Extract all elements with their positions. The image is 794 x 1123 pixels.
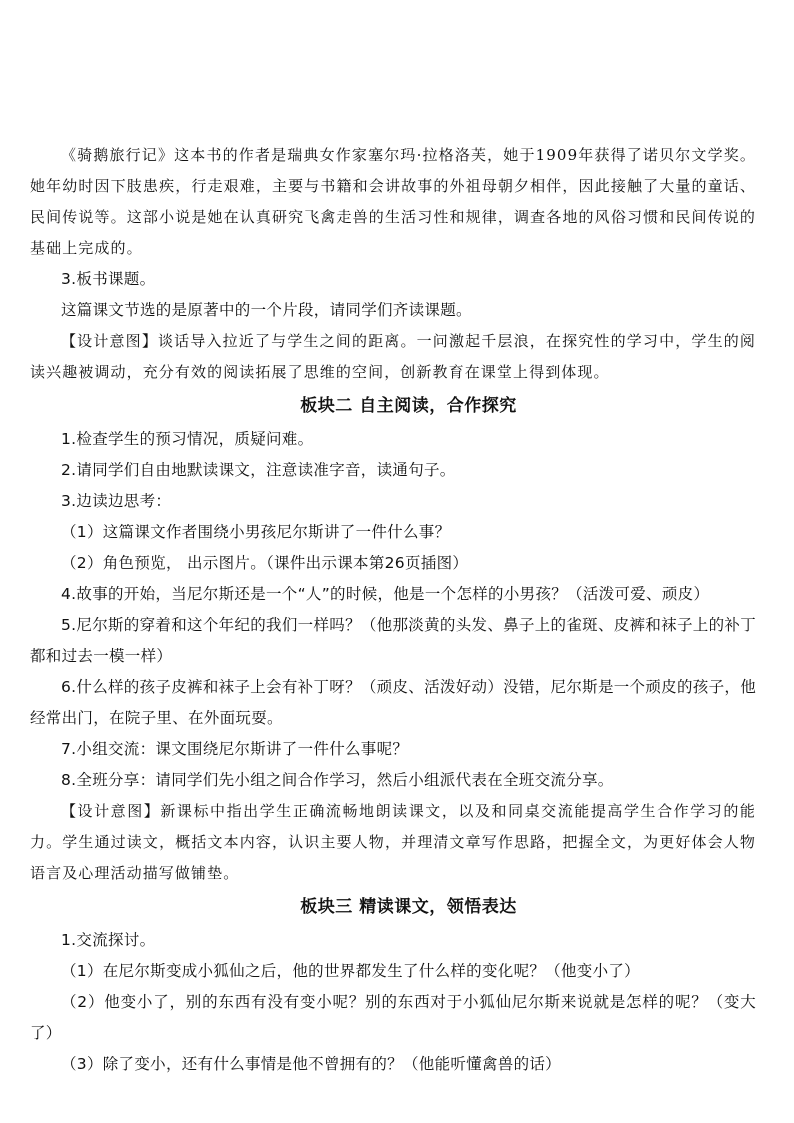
section-2-item-6: 6.什么样的孩子皮裤和袜子上会有补丁呀？（顽皮、活泼好动）没错，尼尔斯是一个顽皮的孩子，他经常出门，在院子里、在外面玩耍。 <box>30 678 756 727</box>
section-2-item-2: 2.请同学们自由地默读课文，注意读准字音，读通句子。 <box>61 461 456 479</box>
document-body <box>30 140 756 1080</box>
paragraph-author-intro: 《骑鹅旅行记》这本书的作者是瑞典女作家塞尔玛·拉格洛芙，她于1909年获得了诺贝尔文学奖。她年幼时因下肢患疾，行走艰难，主要与书籍和会讲故事的外祖母朝夕相伴，因此接触了大量的童话、民间传说等。这部小说是她在认真研究飞禽走兽的生活习性和规律，调查各地的风俗习惯和民间传说的基础上完成的。 <box>30 146 756 257</box>
section-title-2: 板块二 自主阅读，合作探究 <box>300 396 517 416</box>
paragraph-read-title: 这篇课文节选的是原著中的一个片段，请同学们齐读课题。 <box>61 301 472 319</box>
section-2-item-3-2: （2）角色预览， 出示图片。（课件出示课本第26页插图） <box>61 554 469 572</box>
section-3-item-1-1: （1）在尼尔斯变成小狐仙之后，他的世界都发生了什么样的变化呢？（他变小了） <box>61 962 640 980</box>
section-3-item-1-3: （3）除了变小，还有什么事情是他不曾拥有的？（他能听懂禽兽的话） <box>61 1055 561 1073</box>
section-2-item-3: 3.边读边思考： <box>61 492 172 510</box>
section-title-3: 板块三 精读课文，领悟表达 <box>300 897 517 917</box>
section-2-item-7: 7.小组交流：课文围绕尼尔斯讲了一件什么事呢？ <box>61 740 409 758</box>
section-2-item-1: 1.检查学生的预习情况，质疑问难。 <box>61 430 314 448</box>
section-3-item-1-2: （2）他变小了，别的东西有没有变小呢？别的东西对于小狐仙尼尔斯来说就是怎样的呢？（变大了） <box>30 993 756 1042</box>
section-2-item-3-1: （1）这篇课文作者围绕小男孩尼尔斯讲了一件什么事？ <box>61 523 451 541</box>
paragraph-design-intent-1: 【设计意图】谈话导入拉近了与学生之间的距离。一问激起千层浪，在探究性的学习中，学生的阅读兴趣被调动，充分有效的阅读拓展了思维的空间，创新教育在课堂上得到体现。 <box>30 332 756 381</box>
section-2-item-8: 8.全班分享：请同学们先小组之间合作学习，然后小组派代表在全班交流分享。 <box>61 771 614 789</box>
section-2-item-4: 4.故事的开始，当尼尔斯还是一个“人”的时候，他是一个怎样的小男孩？（活泼可爱、顽皮） <box>61 585 710 603</box>
paragraph-step-3: 3.板书课题。 <box>61 270 156 288</box>
section-3-item-1: 1.交流探讨。 <box>61 931 156 949</box>
paragraph-design-intent-2: 【设计意图】新课标中指出学生正确流畅地朗读课文，以及和同桌交流能提高学生合作学习的能力。学生通过读文，概括文本内容，认识主要人物，并理清文章写作思路，把握全文，为更好体会人物语言及心理活动描写做铺垫。 <box>30 802 756 882</box>
section-2-item-5: 5.尼尔斯的穿着和这个年纪的我们一样吗？（他那淡黄的头发、鼻子上的雀斑、皮裤和袜子上的补丁都和过去一模一样） <box>30 616 756 665</box>
